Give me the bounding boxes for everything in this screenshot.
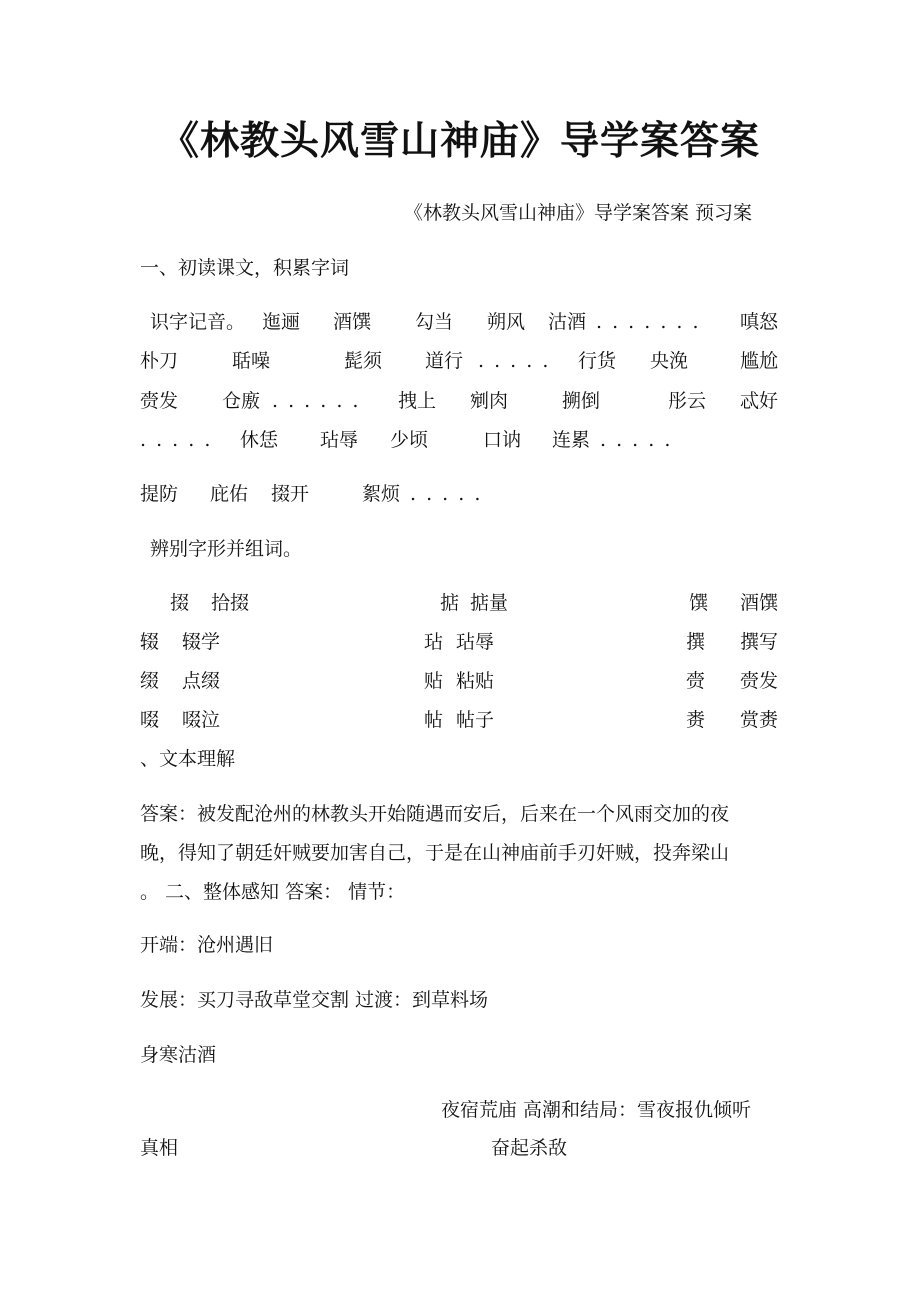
section-heading-vocab: 一、初读课文，积累字词 xyxy=(140,257,350,279)
char-word: 帖子 xyxy=(456,709,495,731)
char: 玷 xyxy=(424,631,444,653)
vocab-item: 央浼 xyxy=(650,350,689,372)
char: 啜 xyxy=(140,709,160,731)
vocab-item: 掇开 xyxy=(271,483,310,505)
vocab-item: 忒好 xyxy=(740,390,779,412)
vocab-item: 髭须 xyxy=(344,350,383,372)
char-word: 辍学 xyxy=(182,631,221,653)
emphasis-dots: . . . . . . xyxy=(272,390,361,412)
vocab-item: 沽酒 xyxy=(548,311,587,333)
vocab-item: 行货 xyxy=(578,350,617,372)
char-word: 点缀 xyxy=(182,670,221,692)
vocab-item: 拽上 xyxy=(398,390,437,412)
vocab-item: 剜肉 xyxy=(470,390,509,412)
plot-fight: 奋起杀敌 xyxy=(491,1137,568,1159)
document-subtitle: 《林教头风雪山神庙》导学案答案 预习案 xyxy=(403,202,752,224)
plot-truth: 真相 xyxy=(140,1137,179,1159)
vocab-item: 连累 xyxy=(552,429,591,451)
vocab-item: 彤云 xyxy=(668,390,707,412)
char-word: 赍发 xyxy=(740,670,779,692)
vocab-item: 酒馔 xyxy=(333,311,372,333)
emphasis-dots: . . . . . xyxy=(140,429,213,451)
vocab-item: 尴尬 xyxy=(740,350,779,372)
document-title: 《林教头风雪山神庙》导学案答案 xyxy=(159,118,760,164)
vocab-item: 玷辱 xyxy=(320,429,359,451)
char: 掂 xyxy=(440,592,460,614)
char-word: 玷辱 xyxy=(456,631,495,653)
vocab-item: 迤逦 xyxy=(262,311,301,333)
vocab-item: 休恁 xyxy=(240,429,279,451)
char: 赍 xyxy=(686,670,706,692)
vocab-item: 赍发 xyxy=(140,390,179,412)
emphasis-dots: . . . . . xyxy=(410,483,483,505)
vocab-item: 勾当 xyxy=(415,311,454,333)
char: 馔 xyxy=(689,592,709,614)
vocab-item: 仓廒 xyxy=(222,390,261,412)
emphasis-dots: . . . . . xyxy=(478,350,551,372)
char: 帖 xyxy=(424,709,444,731)
vocab-item: 聒噪 xyxy=(232,350,271,372)
char-word: 拾掇 xyxy=(211,592,250,614)
vocab-item: 少顷 xyxy=(390,429,429,451)
vocab-item: 口讷 xyxy=(483,429,522,451)
char-word: 撰写 xyxy=(740,631,779,653)
emphasis-dots: . . . . . xyxy=(600,429,673,451)
vocab-item: 朴刀 xyxy=(140,350,179,372)
vocab-item: 搠倒 xyxy=(562,390,601,412)
char-word: 赏赉 xyxy=(740,709,779,731)
plot-start: 开端：沧州遇旧 xyxy=(140,934,274,956)
vocab-item: 识字记音。 xyxy=(150,311,246,333)
emphasis-dots: . . . . . . . xyxy=(596,311,701,333)
vocab-item: 朔风 xyxy=(487,311,526,333)
plot-cold: 身寒沽酒 xyxy=(140,1044,217,1066)
vocab-item: 庇佑 xyxy=(210,483,249,505)
char: 撰 xyxy=(686,631,706,653)
char: 赉 xyxy=(686,709,706,731)
distinguish-heading: 辨别字形并组词。 xyxy=(150,538,303,560)
vocab-item: 道行 xyxy=(425,350,464,372)
vocab-item: 嗔怒 xyxy=(740,311,779,333)
plot-climax: 夜宿荒庙 高潮和结局：雪夜报仇倾听 xyxy=(441,1099,752,1121)
char-word: 啜泣 xyxy=(182,709,221,731)
char: 缀 xyxy=(140,670,160,692)
char-word: 酒馔 xyxy=(740,592,779,614)
answer-line: 晚，得知了朝廷奸贼要加害自己，于是在山神庙前手刃奸贼，投奔梁山 xyxy=(140,842,730,864)
section-heading-text: 、文本理解 xyxy=(140,748,236,770)
char-word: 粘贴 xyxy=(456,670,495,692)
answer-line: 。 二、整体感知 答案： 情节： xyxy=(140,881,406,903)
char-word: 掂量 xyxy=(470,592,509,614)
char: 辍 xyxy=(140,631,160,653)
vocab-item: 提防 xyxy=(140,483,179,505)
plot-develop: 发展：买刀寻敌草堂交割 过渡：到草料场 xyxy=(140,989,489,1011)
char: 掇 xyxy=(170,592,190,614)
char: 贴 xyxy=(424,670,444,692)
vocab-item: 絮烦 xyxy=(362,483,401,505)
answer-line: 答案：被发配沧州的林教头开始随遇而安后，后来在一个风雨交加的夜 xyxy=(140,803,730,825)
